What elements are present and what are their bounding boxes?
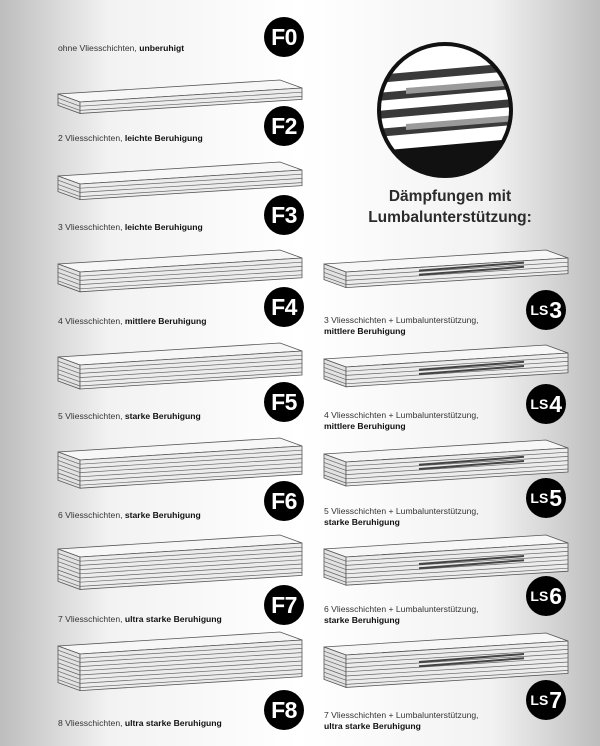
variant-f4-caption: 4 Vliesschichten, mittlere Beruhigung <box>58 316 207 326</box>
f8-badge: F8 <box>264 690 304 730</box>
ls7-badge: LS 7 <box>526 680 566 720</box>
lumbar-heading-line2: Lumbalunterstützung: <box>368 209 532 226</box>
variant-f0-caption: ohne Vliesschichten, unberuhigt <box>58 43 185 53</box>
variant-f3-caption: 3 Vliesschichten, leichte Beruhigung <box>58 222 203 232</box>
f6-badge: F6 <box>264 481 304 521</box>
variant-ls4-caption: 4 Vliesschichten + Lumbalunterstützung, mittlere Beruhigung <box>324 410 479 431</box>
variant-ls6-caption: 6 Vliesschichten + Lumbalunterstützung, starke Beruhigung <box>324 604 479 625</box>
ls4-badge: LS 4 <box>526 384 566 424</box>
f4-badge: F4 <box>264 287 304 327</box>
f3-badge: F3 <box>264 195 304 235</box>
variant-f8-caption: 8 Vliesschichten, ultra starke Beruhigung <box>58 718 222 728</box>
f2-badge: F2 <box>264 106 304 146</box>
ls6-badge: LS 6 <box>526 576 566 616</box>
variant-ls7-caption: 7 Vliesschichten + Lumbalunterstützung, ultra starke Beruhigung <box>324 710 479 731</box>
variant-ls5-caption: 5 Vliesschichten + Lumbalunterstützung, starke Beruhigung <box>324 506 479 527</box>
variant-f5-caption: 5 Vliesschichten, starke Beruhigung <box>58 411 201 421</box>
variant-f7-caption: 7 Vliesschichten, ultra starke Beruhigung <box>58 614 222 624</box>
ls3-badge: LS 3 <box>526 290 566 330</box>
ls5-badge: LS 5 <box>526 478 566 518</box>
f7-badge: F7 <box>264 585 304 625</box>
variant-f6-caption: 6 Vliesschichten, starke Beruhigung <box>58 510 201 520</box>
f0-badge: F0 <box>264 17 304 57</box>
f5-badge: F5 <box>264 382 304 422</box>
variant-f2-caption: 2 Vliesschichten, leichte Beruhigung <box>58 133 203 143</box>
lumbar-heading-line1: Dämpfungen mit <box>388 188 512 205</box>
variant-ls3-caption: 3 Vliesschichten + Lumbalunterstützung, mittlere Beruhigung <box>324 315 479 336</box>
